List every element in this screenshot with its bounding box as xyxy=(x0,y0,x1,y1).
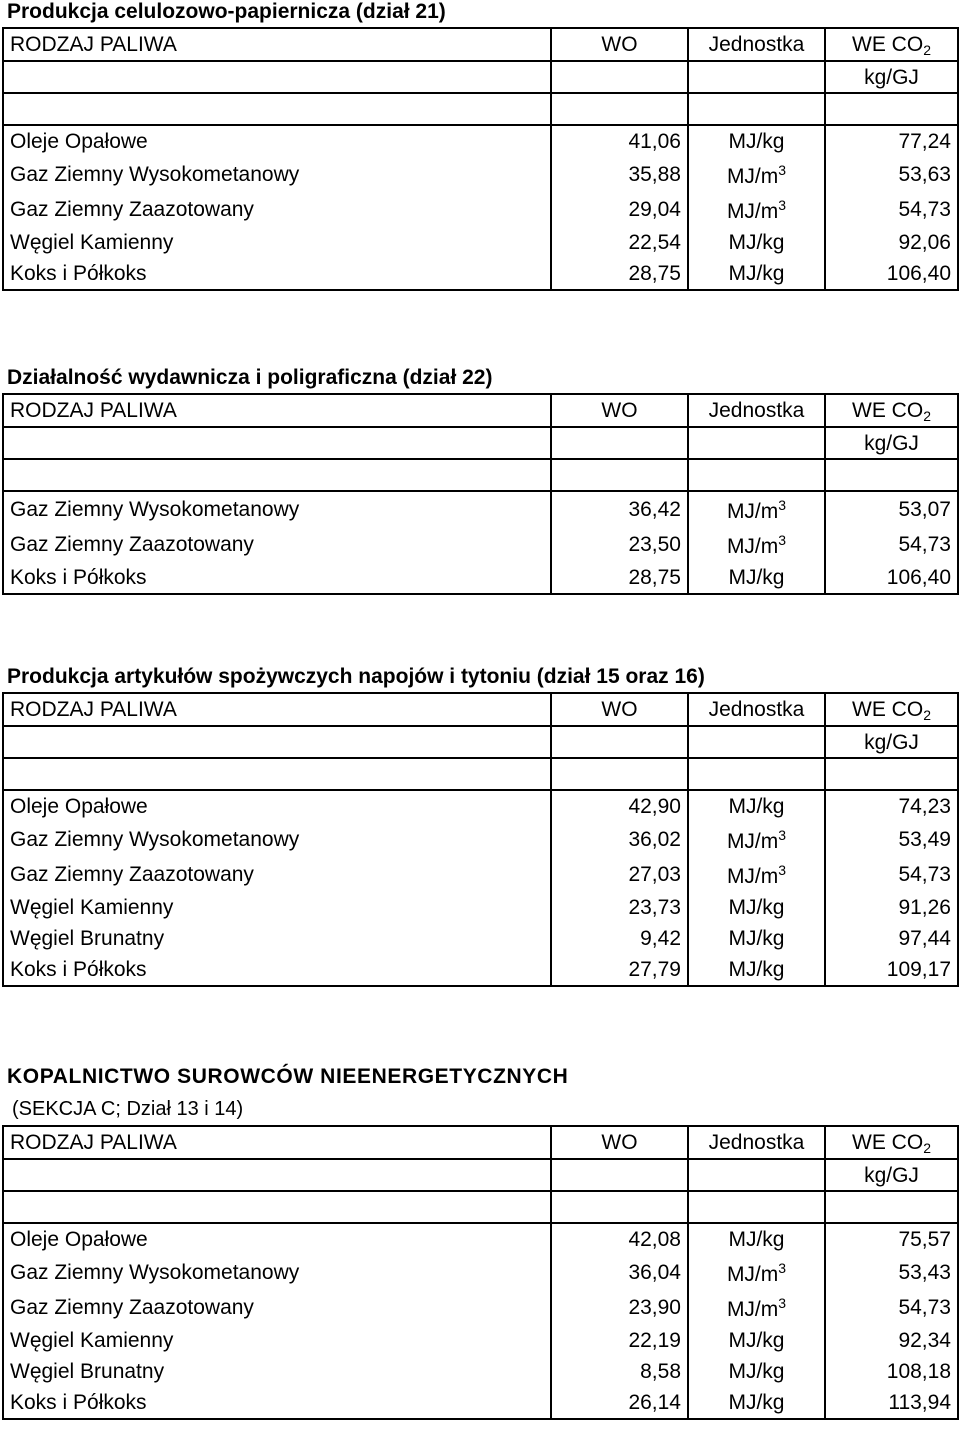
table-row xyxy=(3,1387,958,1419)
section-title: Produkcja artykułów spożywczych napojów i tytoniu (dział 15 oraz 16) xyxy=(7,665,705,688)
wo-value: 28,75 xyxy=(551,562,688,594)
header-wo: WO xyxy=(551,693,688,726)
unit-superscript: 3 xyxy=(778,1295,787,1311)
unit-text: MJ/kg xyxy=(728,566,785,589)
unit-value xyxy=(688,562,825,594)
empty-cell xyxy=(551,1159,688,1191)
wo-value: 9,42 xyxy=(551,923,688,954)
we-value: 108,18 xyxy=(825,1356,958,1387)
table-row xyxy=(3,923,958,954)
fuel-name: Gaz Ziemny Wysokometanowy xyxy=(3,157,551,192)
wo-value: 36,02 xyxy=(551,822,688,857)
header-we-co-text: WE CO xyxy=(852,698,924,721)
empty-cell xyxy=(688,427,825,459)
spacer-row xyxy=(3,93,958,125)
header-row xyxy=(3,28,958,61)
unit-text: MJ/kg xyxy=(728,1228,785,1251)
spacer-row xyxy=(3,1191,958,1223)
unit-text: MJ/kg xyxy=(728,896,785,919)
unit-text: MJ/kg xyxy=(728,1391,785,1414)
empty-cell xyxy=(3,61,551,93)
fuel-name: Oleje Opałowe xyxy=(3,125,551,157)
empty-cell xyxy=(551,758,688,790)
header-row xyxy=(3,1126,958,1159)
table-row xyxy=(3,1255,958,1290)
fuel-name: Koks i Półkoks xyxy=(3,562,551,594)
unit-text: MJ/m xyxy=(726,1298,779,1321)
header-fuel-type: RODZAJ PALIWA xyxy=(3,1126,551,1159)
wo-value: 23,73 xyxy=(551,892,688,923)
header-we-co-subscript: 2 xyxy=(923,408,931,424)
table-row xyxy=(3,227,958,258)
header-we-co2 xyxy=(825,394,958,427)
we-value: 54,73 xyxy=(825,857,958,892)
header-we-co2 xyxy=(825,1126,958,1159)
wo-value: 26,14 xyxy=(551,1387,688,1419)
we-value: 77,24 xyxy=(825,125,958,157)
wo-value: 8,58 xyxy=(551,1356,688,1387)
fuel-table xyxy=(2,1125,959,1420)
unit-text: MJ/m xyxy=(726,200,779,223)
header-row xyxy=(3,394,958,427)
wo-value: 42,90 xyxy=(551,790,688,822)
table-row xyxy=(3,125,958,157)
empty-cell xyxy=(551,93,688,125)
fuel-name: Węgiel Kamienny xyxy=(3,227,551,258)
wo-value: 35,88 xyxy=(551,157,688,192)
unit-value xyxy=(688,822,825,857)
wo-value: 23,50 xyxy=(551,527,688,562)
unit-text: MJ/kg xyxy=(728,1329,785,1352)
table-row xyxy=(3,857,958,892)
table-row xyxy=(3,892,958,923)
table-row xyxy=(3,527,958,562)
header-we-co-subscript: 2 xyxy=(923,707,931,723)
unit-superscript: 3 xyxy=(778,532,787,548)
header-wo: WO xyxy=(551,394,688,427)
header-unit-row xyxy=(3,1159,958,1191)
header-fuel-type: RODZAJ PALIWA xyxy=(3,693,551,726)
we-value: 106,40 xyxy=(825,562,958,594)
unit-text: MJ/kg xyxy=(728,130,785,153)
empty-cell xyxy=(551,61,688,93)
unit-value xyxy=(688,1290,825,1325)
empty-cell xyxy=(825,459,958,491)
unit-superscript: 3 xyxy=(778,162,787,178)
empty-cell xyxy=(688,1159,825,1191)
unit-value xyxy=(688,857,825,892)
header-unit-row xyxy=(3,427,958,459)
we-value: 53,43 xyxy=(825,1255,958,1290)
wo-value: 23,90 xyxy=(551,1290,688,1325)
table-row xyxy=(3,491,958,527)
fuel-name: Węgiel Brunatny xyxy=(3,923,551,954)
unit-value xyxy=(688,1325,825,1356)
fuel-name: Węgiel Kamienny xyxy=(3,1325,551,1356)
unit-text: MJ/kg xyxy=(728,231,785,254)
empty-cell xyxy=(825,93,958,125)
section-title: KOPALNICTWO SUROWCÓW NIEENERGETYCZNYCH xyxy=(7,1065,569,1088)
wo-value: 28,75 xyxy=(551,258,688,290)
unit-value xyxy=(688,527,825,562)
header-fuel-type: RODZAJ PALIWA xyxy=(3,28,551,61)
empty-cell xyxy=(3,1191,551,1223)
unit-text: MJ/m xyxy=(726,830,779,853)
fuel-name: Koks i Półkoks xyxy=(3,1387,551,1419)
wo-value: 41,06 xyxy=(551,125,688,157)
table-row xyxy=(3,790,958,822)
empty-cell xyxy=(551,1191,688,1223)
unit-superscript: 3 xyxy=(778,827,787,843)
header-unit-row xyxy=(3,61,958,93)
section-subtitle: (SEKCJA C; Dział 13 i 14) xyxy=(12,1098,244,1120)
wo-value: 29,04 xyxy=(551,192,688,227)
spacer-row xyxy=(3,459,958,491)
empty-cell xyxy=(3,1159,551,1191)
fuel-name: Gaz Ziemny Wysokometanowy xyxy=(3,491,551,527)
fuel-name: Gaz Ziemny Zaazotowany xyxy=(3,1290,551,1325)
unit-superscript: 3 xyxy=(778,862,787,878)
fuel-name: Oleje Opałowe xyxy=(3,1223,551,1255)
we-value: 109,17 xyxy=(825,954,958,986)
unit-text: MJ/kg xyxy=(728,262,785,285)
header-we-unit: kg/GJ xyxy=(825,61,958,93)
unit-value xyxy=(688,258,825,290)
unit-text: MJ/m xyxy=(726,1263,779,1286)
unit-value xyxy=(688,157,825,192)
we-value: 91,26 xyxy=(825,892,958,923)
we-value: 97,44 xyxy=(825,923,958,954)
unit-value xyxy=(688,1387,825,1419)
table-row xyxy=(3,157,958,192)
section-title: Produkcja celulozowo-papiernicza (dział 21) xyxy=(7,0,446,23)
we-value: 106,40 xyxy=(825,258,958,290)
empty-cell xyxy=(3,758,551,790)
unit-value xyxy=(688,1356,825,1387)
fuel-name: Koks i Półkoks xyxy=(3,258,551,290)
header-we-co-text: WE CO xyxy=(852,33,924,56)
unit-value xyxy=(688,125,825,157)
table-row xyxy=(3,822,958,857)
empty-cell xyxy=(688,61,825,93)
unit-value xyxy=(688,923,825,954)
we-value: 53,07 xyxy=(825,491,958,527)
fuel-name: Koks i Półkoks xyxy=(3,954,551,986)
header-unit: Jednostka xyxy=(688,1126,825,1159)
wo-value: 22,19 xyxy=(551,1325,688,1356)
table-row xyxy=(3,258,958,290)
wo-value: 36,04 xyxy=(551,1255,688,1290)
header-we-co-text: WE CO xyxy=(852,1131,924,1154)
we-value: 54,73 xyxy=(825,192,958,227)
header-we-co2 xyxy=(825,693,958,726)
table-row xyxy=(3,562,958,594)
unit-value xyxy=(688,192,825,227)
header-we-co-subscript: 2 xyxy=(923,42,931,58)
empty-cell xyxy=(688,93,825,125)
empty-cell xyxy=(551,427,688,459)
table-row xyxy=(3,954,958,986)
empty-cell xyxy=(551,726,688,758)
empty-cell xyxy=(825,758,958,790)
we-value: 54,73 xyxy=(825,527,958,562)
spacer-row xyxy=(3,758,958,790)
fuel-name: Gaz Ziemny Zaazotowany xyxy=(3,857,551,892)
unit-text: MJ/m xyxy=(726,165,779,188)
wo-value: 27,03 xyxy=(551,857,688,892)
unit-text: MJ/kg xyxy=(728,795,785,818)
header-row xyxy=(3,693,958,726)
section-title: Działalność wydawnicza i poligraficzna (dział 22) xyxy=(7,366,493,389)
fuel-name: Gaz Ziemny Zaazotowany xyxy=(3,192,551,227)
we-value: 92,06 xyxy=(825,227,958,258)
fuel-name: Węgiel Brunatny xyxy=(3,1356,551,1387)
unit-value xyxy=(688,954,825,986)
unit-text: MJ/kg xyxy=(728,958,785,981)
header-we-unit: kg/GJ xyxy=(825,726,958,758)
table-row xyxy=(3,1356,958,1387)
fuel-name: Oleje Opałowe xyxy=(3,790,551,822)
table-row xyxy=(3,1325,958,1356)
unit-text: MJ/m xyxy=(726,865,779,888)
table-row xyxy=(3,1290,958,1325)
unit-text: MJ/kg xyxy=(728,1360,785,1383)
unit-text: MJ/m xyxy=(726,500,779,523)
header-unit: Jednostka xyxy=(688,28,825,61)
unit-value xyxy=(688,227,825,258)
header-we-unit: kg/GJ xyxy=(825,427,958,459)
we-value: 53,49 xyxy=(825,822,958,857)
we-value: 75,57 xyxy=(825,1223,958,1255)
wo-value: 27,79 xyxy=(551,954,688,986)
unit-superscript: 3 xyxy=(778,1260,787,1276)
we-value: 74,23 xyxy=(825,790,958,822)
unit-superscript: 3 xyxy=(778,197,787,213)
empty-cell xyxy=(551,459,688,491)
unit-superscript: 3 xyxy=(778,497,787,513)
header-unit: Jednostka xyxy=(688,693,825,726)
table-row xyxy=(3,1223,958,1255)
we-value: 113,94 xyxy=(825,1387,958,1419)
fuel-name: Gaz Ziemny Zaazotowany xyxy=(3,527,551,562)
empty-cell xyxy=(688,459,825,491)
wo-value: 42,08 xyxy=(551,1223,688,1255)
empty-cell xyxy=(688,1191,825,1223)
header-we-unit: kg/GJ xyxy=(825,1159,958,1191)
fuel-name: Węgiel Kamienny xyxy=(3,892,551,923)
empty-cell xyxy=(688,758,825,790)
header-we-co2 xyxy=(825,28,958,61)
unit-value xyxy=(688,1255,825,1290)
unit-value xyxy=(688,790,825,822)
wo-value: 22,54 xyxy=(551,227,688,258)
header-wo: WO xyxy=(551,1126,688,1159)
empty-cell xyxy=(3,93,551,125)
unit-value xyxy=(688,1223,825,1255)
we-value: 92,34 xyxy=(825,1325,958,1356)
unit-text: MJ/m xyxy=(726,535,779,558)
header-unit: Jednostka xyxy=(688,394,825,427)
we-value: 54,73 xyxy=(825,1290,958,1325)
empty-cell xyxy=(825,1191,958,1223)
unit-text: MJ/kg xyxy=(728,927,785,950)
header-fuel-type: RODZAJ PALIWA xyxy=(3,394,551,427)
fuel-table xyxy=(2,692,959,987)
header-we-co-text: WE CO xyxy=(852,399,924,422)
header-we-co-subscript: 2 xyxy=(923,1140,931,1156)
fuel-name: Gaz Ziemny Wysokometanowy xyxy=(3,1255,551,1290)
empty-cell xyxy=(3,726,551,758)
header-unit-row xyxy=(3,726,958,758)
empty-cell xyxy=(688,726,825,758)
unit-value xyxy=(688,892,825,923)
unit-value xyxy=(688,491,825,527)
empty-cell xyxy=(3,427,551,459)
fuel-table xyxy=(2,393,959,595)
table-row xyxy=(3,192,958,227)
fuel-table xyxy=(2,27,959,291)
wo-value: 36,42 xyxy=(551,491,688,527)
fuel-name: Gaz Ziemny Wysokometanowy xyxy=(3,822,551,857)
empty-cell xyxy=(3,459,551,491)
we-value: 53,63 xyxy=(825,157,958,192)
header-wo: WO xyxy=(551,28,688,61)
